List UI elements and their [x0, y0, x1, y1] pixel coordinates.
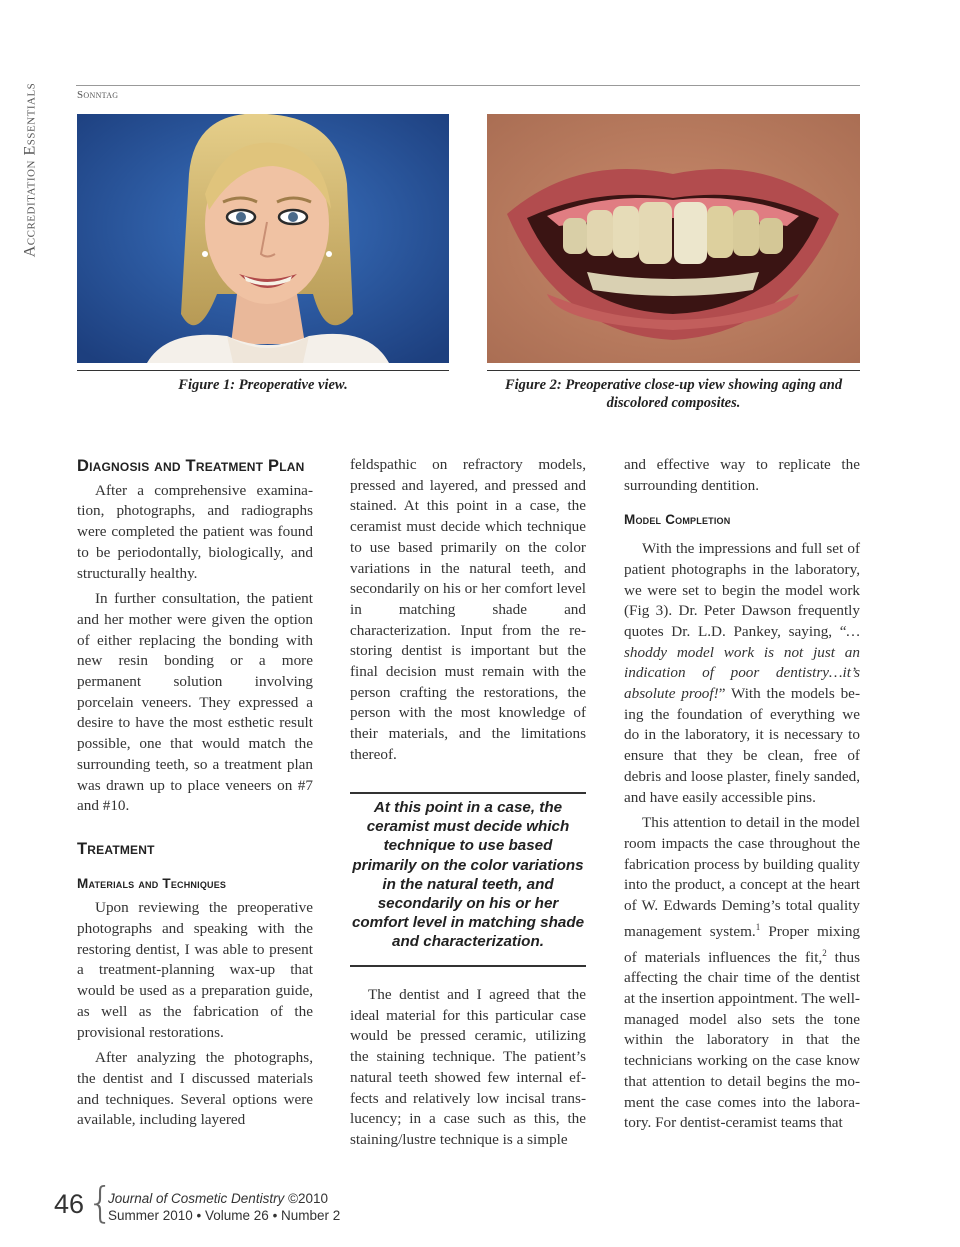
section-side-label-text: Accreditation Essentials [21, 82, 38, 258]
footer-brace: { [87, 1178, 114, 1227]
running-head-author: Sonntag [77, 89, 119, 101]
paragraph: Upon reviewing the preoperative photographs and speaking with the restoring dentist, I was able to present a treatment-planning wax-up that would be used as a preparation guide, as well as the fabrication of the provisional restorations. [77, 899, 313, 1041]
paragraph: After a comprehensive examination, photographs, and radiographs were completed the patient was found to be periodontally, biologically, and structurally healthy. [77, 481, 313, 582]
section-heading-treatment: Treatment [77, 839, 155, 858]
figure-1-caption: Figure 1: Preoperative view. [178, 377, 348, 393]
reference-2: 2 [822, 947, 827, 958]
subheading-materials: Materials and Techniques [77, 875, 227, 891]
paragraph-deming [624, 813, 860, 1134]
quote-text: …shoddy model work is not just an indication of poor dentistry…it’s absolute proof! [624, 622, 860, 703]
figure-2-photo [487, 114, 860, 363]
footer-journal [108, 1191, 328, 1206]
section-side-label [10, 75, 50, 265]
subheading-model-completion: Model Completion [624, 512, 731, 528]
column-3 [624, 455, 860, 1139]
pullquote-top-rule [350, 792, 586, 794]
text-run: This attention to detail in the model room impacts the case throughout the fabrication process by building quality into the product, a concept at the heart of W. Edwards Deming’s total quality management system. [624, 814, 860, 940]
figure-2-caption: Figure 2: Preoperative close-up view showing aging and discolored composites. [504, 377, 843, 411]
text-run: thus affecting the chair time of the dentist at the insertion appointment. The well-managed model also sets the tone within the laboratory in that the technicians working on the case know that attention to detail begins the moment the case comes into the laboratory. For dentist-ceramist teams that [624, 948, 860, 1132]
journal-title: Journal of Cosmetic Dentistry [108, 1191, 285, 1206]
figure-1-photo [77, 114, 449, 363]
paragraph: After analyzing the photographs, the dentist and I discussed materials and techniques. Several options were available, including layered [77, 1049, 313, 1129]
paragraph-quote [624, 539, 860, 808]
paragraph: and effective way to replicate the surrounding dentition. [624, 456, 860, 494]
reference-1: 1 [755, 921, 761, 932]
header-rule [76, 85, 860, 86]
text-run: Proper mixing of materials influences the fit, [624, 922, 861, 966]
paragraph: feldspathic on refractory models, pressed and layered, and pressed and stained. At this point in a case, the ceramist must decide which technique to use based primarily on the color variations in the natural teeth, and secondarily on his or her comfort level in matching shade and characterization. Input from the restoring dentist is important but the final decision must remain with the person crafting the restorations, the person with the most knowledge of their materials, and the limitations thereof. [350, 456, 586, 763]
journal-copyright: ©2010 [288, 1191, 329, 1206]
figure-2-rule [487, 370, 860, 371]
text-run: With the impressions and full set of patient photographs in the laboratory, we were set to begin the model work (Fig 3). Dr. Peter Dawson frequently quotes Dr. L.D. Pankey, saying, “ [624, 540, 860, 640]
pullquote: At this point in a case, the ceramist must decide which technique to use based primarily on the color variations in the natural teeth, and secondarily on his or her comfort level in matching shade and characterization. [351, 799, 585, 951]
footer-issue: Summer 2010 • Volume 26 • Number 2 [108, 1208, 341, 1223]
column-1 [77, 456, 313, 1136]
column-2-continued [350, 985, 586, 1156]
paragraph: The dentist and I agreed that the ideal material for this particular case would be pressed ceramic, utilizing the staining technique. The patient’s natural teeth showed few internal effects and relatively low incisal translucency; in a case such as this, the staining/lustre technique is a simple [350, 986, 586, 1148]
column-2 [350, 455, 586, 771]
figure-1-rule [77, 370, 449, 371]
paragraph: In further consultation, the patient and her mother were given the option of either replacing the bonding with new resin bonding or a more permanent solution involving porcelain veneers. They expressed a desire to have the most esthetic result possible, one that would match the surrounding teeth, so a treatment plan was drawn up to place veneers on #7 and #10. [77, 590, 313, 815]
section-heading-diagnosis: Diagnosis and Treatment Plan [77, 457, 305, 475]
text-run: ” With the models being the foundation of everything we do in the laboratory, it is necessary to ensure that they be clean, free of debris and loose plaster, finely sanded, and have easily accessible pins. [624, 685, 860, 806]
pullquote-bottom-rule [350, 965, 586, 967]
page-number: 46 [54, 1189, 85, 1219]
